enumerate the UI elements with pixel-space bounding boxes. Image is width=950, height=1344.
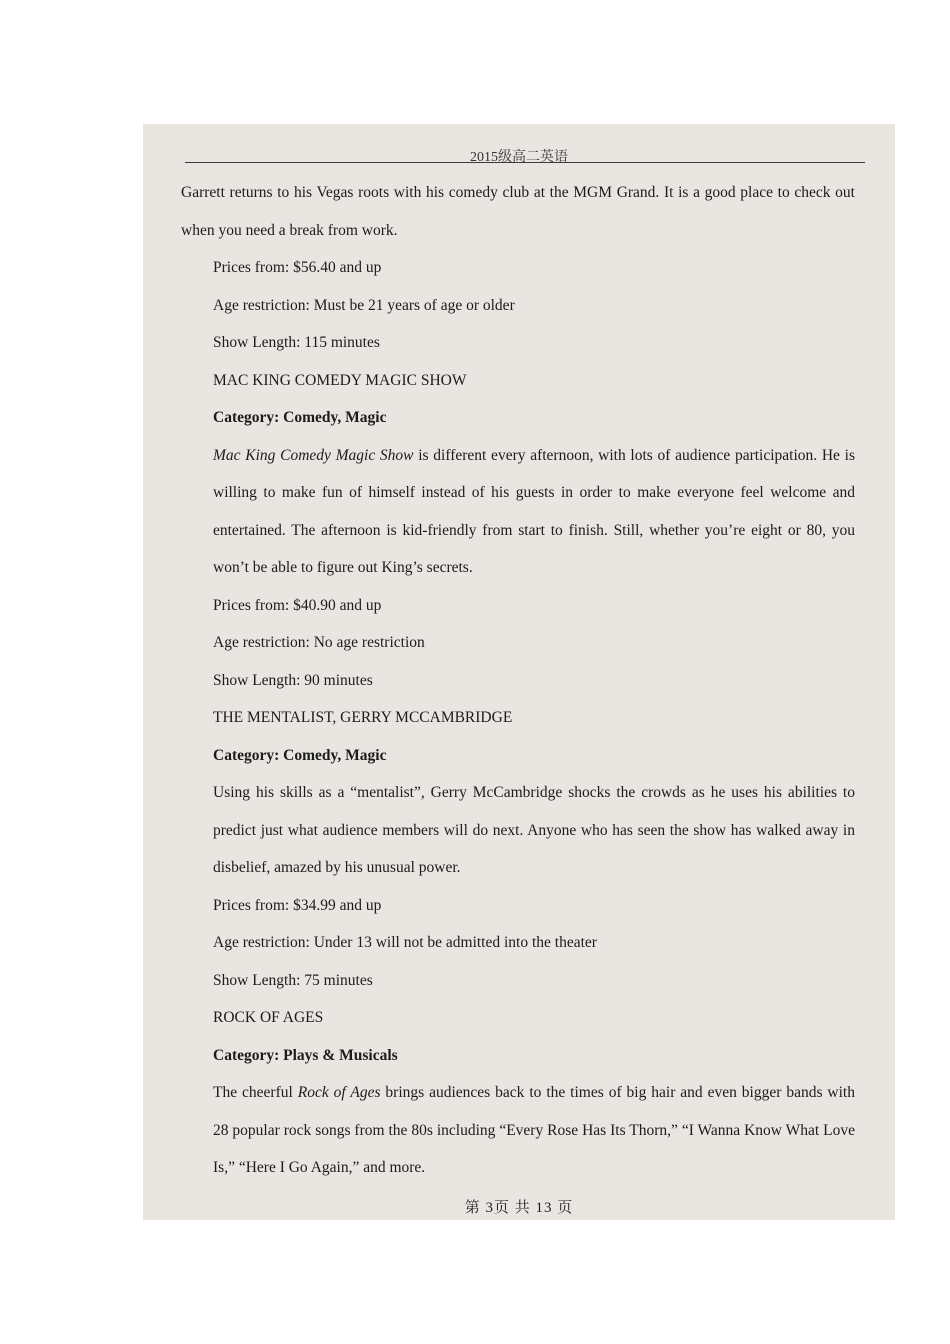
mentalist-description: Using his skills as a “mentalist”, Gerry McCambridge shocks the crowds as he uses his abilities to predict just what audience members will do next. Anyone who has seen the show has walked away in disbelief, amazed by his unusual power.: [213, 784, 855, 876]
rock-of-ages-title: ROCK OF AGES: [213, 1009, 324, 1026]
page-header: 2015级高二英语: [470, 150, 568, 165]
rock-of-ages-description: [181, 1074, 855, 1187]
garrett-length: Show Length: 115 minutes: [213, 334, 380, 351]
garrett-age: Age restriction: Must be 21 years of age or older: [213, 296, 515, 314]
rock-of-ages-description-text: brings audiences back to the times of big hair and even bigger bands with 28 popular rock songs from the 80s including “Every Rose Has Its Thorn,” “I Wanna Know What Love Is,” “Here I Go Again,” and more.: [213, 1084, 855, 1176]
mac-king-price: Prices from: $40.90 and up: [213, 596, 382, 614]
page-content: [181, 174, 855, 1187]
garrett-price: Prices from: $56.40 and up: [213, 259, 382, 276]
mentalist-price: Prices from: $34.99 and up: [213, 896, 382, 914]
scanned-page: [143, 124, 895, 1220]
mac-king-show-name: Mac King Comedy Magic Show: [213, 446, 414, 464]
header-rule: [185, 162, 865, 163]
mentalist-age: Age restriction: Under 13 will not be admitted into the theater: [213, 934, 597, 951]
mac-king-length: Show Length: 90 minutes: [213, 671, 373, 689]
rock-of-ages-show-name: Rock of Ages: [297, 1084, 381, 1101]
page-footer: 第 3页 共 13 页: [464, 1200, 574, 1216]
rock-of-ages-category: Category: Plays & Musicals: [213, 1046, 398, 1064]
mentalist-category: Category: Comedy, Magic: [213, 746, 387, 764]
mac-king-description: [181, 437, 855, 587]
mac-king-description-text: is different every afternoon, with lots of audience participation. He is willing to make fun of himself instead of his guests in order to make everyone feel welcome and entertained. The afternoon is kid-friendly from start to finish. Still, whether you’re eight or 80, you won’t be able to figure out King’s secrets.: [213, 446, 855, 576]
mac-king-category: Category: Comedy, Magic: [213, 409, 387, 426]
rock-of-ages-description-lead: The cheerful: [213, 1084, 298, 1101]
mentalist-length: Show Length: 75 minutes: [213, 971, 373, 989]
mac-king-age: Age restriction: No age restriction: [213, 634, 425, 651]
garrett-intro: Garrett returns to his Vegas roots with his comedy club at the MGM Grand. It is a good place to check out when you need a break from work.: [181, 184, 855, 239]
mentalist-title: THE MENTALIST, GERRY MCCAMBRIDGE: [213, 709, 513, 726]
mac-king-title: MAC KING COMEDY MAGIC SHOW: [213, 371, 467, 389]
